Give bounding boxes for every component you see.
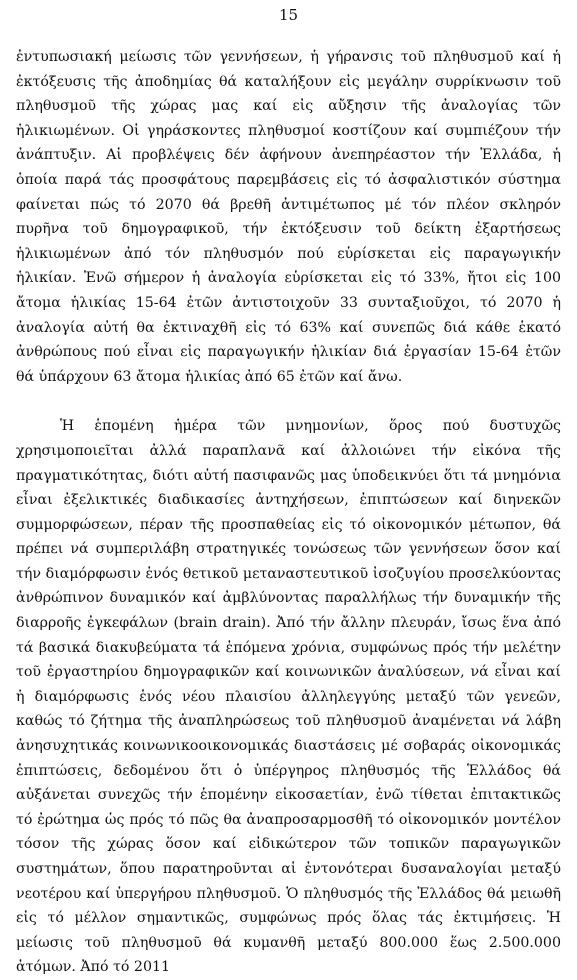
paragraph-1: ἐντυπωσιακή μείωσις τῶν γεννήσεων, ἡ γήρανσις τοῦ πληθυσμοῦ καί ἡ ἐκτόξευσις τῆς ἀποδημίας θά καταλήξουν εἰς μεγάλην συρρίκνωσιν τοῦ πληθυσμοῦ τῆς χώρας μας καί εἰς αὔξησιν τῆς ἀναλογίας τῶν ἡλικιωμένων. Οἱ γηράσκοντες πληθυσμοί κοστίζουν καί συμπιέζουν τήν ἀνάπτυξιν. Αἱ προβλέψεις δέν ἀφήνουν ἀνεπηρέαστον τήν Ἑλλάδα, ἡ ὁποία παρά τάς προσφάτους παρεμβάσεις εἰς τό ἀσφαλιστικόν σύστημα φαίνεται πώς τό 2070 θά βρεθῆ ἀντιμέτωπος μέ τόν πλέον σκληρόν πυρῆνα τοῦ δημογραφικοῦ, τήν ἐκτόξευσιν τοῦ δείκτη ἐξαρτήσεως ἡλικιωμένων ἀπό τόν πληθυσμόν πού εὑρίσκεται εἰς παραγωγικήν ἡλικίαν. Ἐνῶ σήμερον ἡ ἀναλογία εὑρίσκεται εἰς τό 33%, ἤτοι εἰς 100 ἄτομα ἡλικίας 15-64 ἐτῶν ἀντιστοιχοῦν 33 συνταξιοῦχοι, τό 2070 ἡ ἀναλογία αὐτή θα ἐκτιναχθῆ εἰς τό 63% καί συνεπῶς διά κάθε ἑκατό ἀνθρώπους πού εἶναι εἰς παραγωγικήν ἡλικίαν διά ἐργασίαν 15-64 ἐτῶν θά ὑπάρχουν 63 ἄτομα ἡλικίας ἀπό 65 ἐτῶν καί ἄνω. [16, 49, 561, 385]
body-text [16, 45, 561, 980]
page-number: 15 [278, 6, 299, 24]
paragraph-2: Ἡ ἑπομένη ἡμέρα τῶν μνημονίων, ὅρος πού δυστυχῶς χρησιμοποιεῖται ἀλλά παραπλανᾶ καί ἀλλοιώνει τήν εἰκόνα τῆς πραγματικότητας, διότι αὐτή πασιφανῶς μας ὑποδεικνύει ὅτι τά μνημόνια εἶναι ἐξελικτικές διαδικασίες ἀντηχήσεων, ἐπιπτώσεων καί διηνεκῶν συμμορφώσεων, πέραν τῆς προσπαθείας εἰς τό οἰκονομικόν μέτωπον, θά πρέπει νά συμπεριλάβη στρατηγικές τονώσεως τῶν γεννήσεων ὅσον καί τήν διαμόρφωσιν ἑνός θετικοῦ μεταναστευτικοῦ ἰσοζυγίου προσελκύοντας ἀνθρώπινον δυναμικόν καί ἀμβλύνοντας παραλλήλως τήν δυναμικήν τῆς διαρροῆς ἐγκεφάλων (brain drain). Ἀπό τήν ἄλλην πλευράν, ἴσως ἕνα ἀπό τά βασικά διακυβεύματα τά ἑπόμενα χρόνια, συμφώνως πρός τήν μελέτην τοῦ ἐργαστηρίου δημογραφικῶν καί κοινωνικῶν ἀναλύσεων, νά εἶναι καί ἡ διαμόρφωσις ἑνός νέου πλαισίου ἀλληλεγγύης μεταξύ τῶν γενεῶν, καθώς τό ζήτημα τῆς ἀναπληρώσεως τοῦ πληθυσμοῦ ἀναμένεται νά λάβη ἀνησυχητικάς κοινωνικοοικονομικάς διαστάσεις μέ σοβαράς οἰκονομικάς ἐπιπτώσεις, δεδομένου ὅτι ὁ ὑπέργηρος πληθυσμός τῆς Ἑλλάδος θά αὐξάνεται συνεχῶς τήν ἑπομένην εἰκοσαετίαν, ἐνῶ τίθεται ἐπιτακτικῶς τό ἐρώτημα ὡς πρός τό πῶς θα ἀναπροσαρμοσθῆ τό οἰκονομικόν μοντέλον τόσον τῆς χώρας ὅσον καί εἰδικώτερον τῶν τοπικῶν παραγωγικῶν συστημάτων, ὅπου παρατηροῦνται αἱ ἐντονότεραι δυσαναλογίαι μεταξύ νεοτέρου καί ὑπεργήρου πληθυσμοῦ. Ὁ πληθυσμός τῆς Ἑλλάδος θά μειωθῆ εἰς τό μέλλον σημαντικῶς, συμφώνως πρός ὅλας τάς ἐκτιμήσεις. Ἡ μείωσις τοῦ πληθυσμοῦ θά κυμανθῆ μεταξύ 800.000 ἕως 2.500.000 ἀτόμων. Ἀπό τό 2011 [16, 418, 561, 976]
